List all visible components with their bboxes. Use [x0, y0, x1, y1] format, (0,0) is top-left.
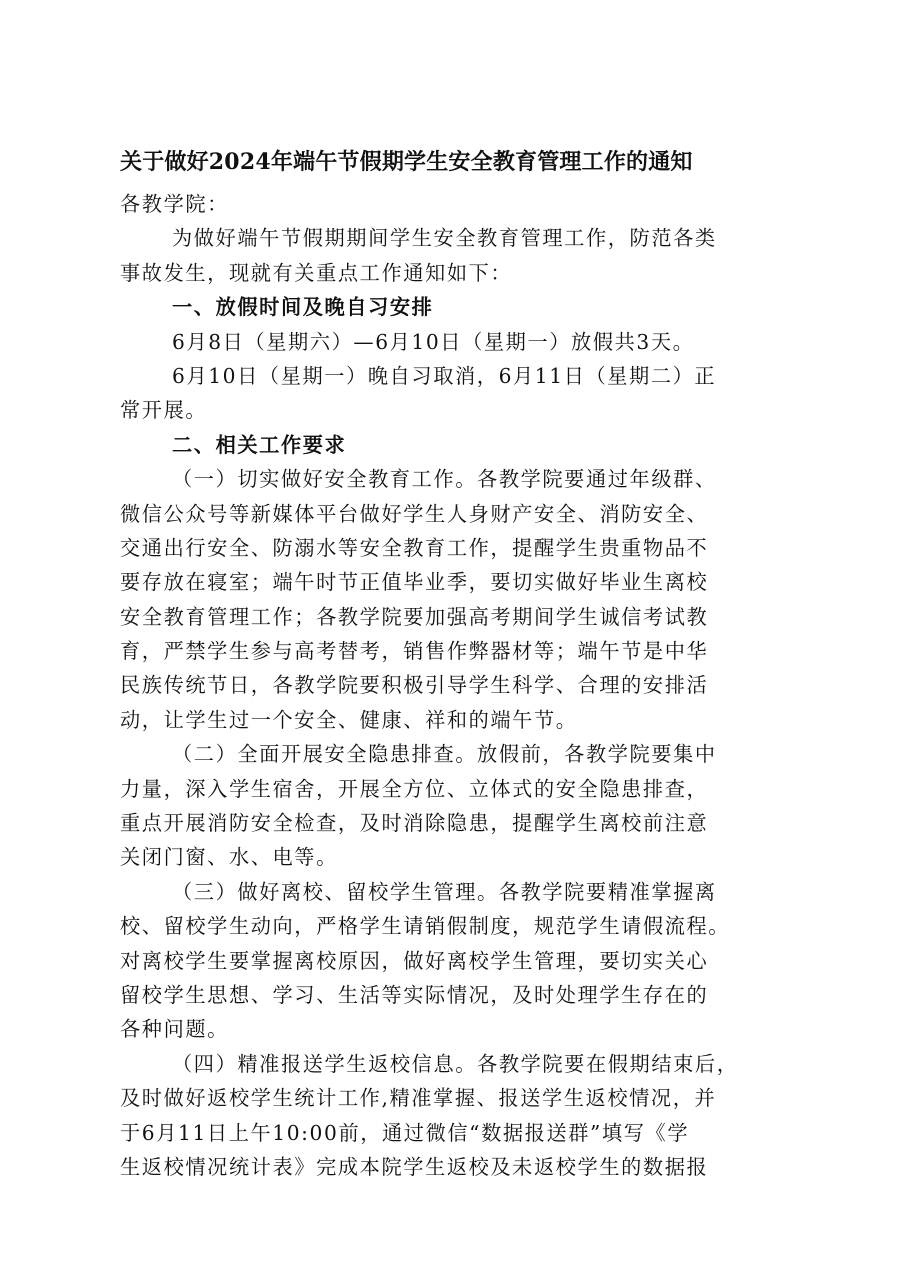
body-line: 事故发生，现就有关重点工作通知如下：: [120, 260, 513, 285]
body-line: 常开展。: [120, 398, 208, 423]
document-title: 关于做好2024年端午节假期学生安全教育管理工作的通知: [120, 149, 693, 175]
body-line: 育，严禁学生参与高考替考，销售作弊器材等；端午节是中华: [120, 639, 709, 664]
body-line: 各种问题。: [120, 1017, 229, 1042]
body-line: （一）切实做好安全教育工作。各教学院要通过年级群、: [172, 467, 717, 492]
body-line: 重点开展消防安全检查，及时消除隐患，提醒学生离校前注意: [120, 811, 709, 836]
section-heading: 二、相关工作要求: [172, 432, 347, 457]
body-line: 交通出行安全、防溺水等安全教育工作，提醒学生贵重物品不: [120, 535, 709, 560]
body-line: （四）精准报送学生返校信息。各教学院要在假期结束后，: [172, 1051, 739, 1076]
body-line: 6月10日（星期一）晚自习取消，6月11日（星期二）正: [172, 363, 717, 388]
body-line: 力量，深入学生宿舍，开展全方位、立体式的安全隐患排查，: [120, 776, 709, 801]
body-line: 留校学生思想、学习、生活等实际情况，及时处理学生存在的: [120, 982, 709, 1007]
body-line: 关闭门窗、水、电等。: [120, 845, 338, 870]
body-line: （二）全面开展安全隐患排查。放假前，各教学院要集中: [172, 742, 717, 767]
body-line: 动，让学生过一个安全、健康、祥和的端午节。: [120, 707, 578, 732]
body-line: 校、留校学生动向，严格学生请销假制度，规范学生请假流程。: [120, 914, 731, 939]
body-line: 为做好端午节假期期间学生安全教育管理工作，防范各类: [172, 226, 717, 251]
body-line: 对离校学生要掌握离校原因，做好离校学生管理，要切实关心: [120, 948, 709, 973]
body-line: （三）做好离校、留校学生管理。各教学院要精准掌握离: [172, 879, 717, 904]
body-line: 民族传统节日，各教学院要积极引导学生科学、合理的安排活: [120, 673, 709, 698]
body-line: 要存放在寝室；端午时节正值毕业季，要切实做好毕业生离校: [120, 570, 709, 595]
section-heading: 一、放假时间及晚自习安排: [172, 295, 434, 320]
body-line: 安全教育管理工作；各教学院要加强高考期间学生诚信考试教: [120, 604, 709, 629]
body-line: 6月8日（星期六）—6月10日（星期一）放假共3天。: [172, 329, 695, 354]
body-line: 微信公众号等新媒体平台做好学生人身财产安全、消防安全、: [120, 501, 709, 526]
body-line: 生返校情况统计表》完成本院学生返校及未返校学生的数据报: [120, 1154, 709, 1179]
body-line: 于6月11日上午10:00前，通过微信“数据报送群”填写《学: [120, 1120, 690, 1145]
document-body: [120, 187, 802, 1184]
body-lines: [120, 221, 802, 1184]
salutation: 各教学院：: [120, 192, 229, 216]
body-line: 及时做好返校学生统计工作,精准掌握、报送学生返校情况，并: [120, 1086, 717, 1111]
